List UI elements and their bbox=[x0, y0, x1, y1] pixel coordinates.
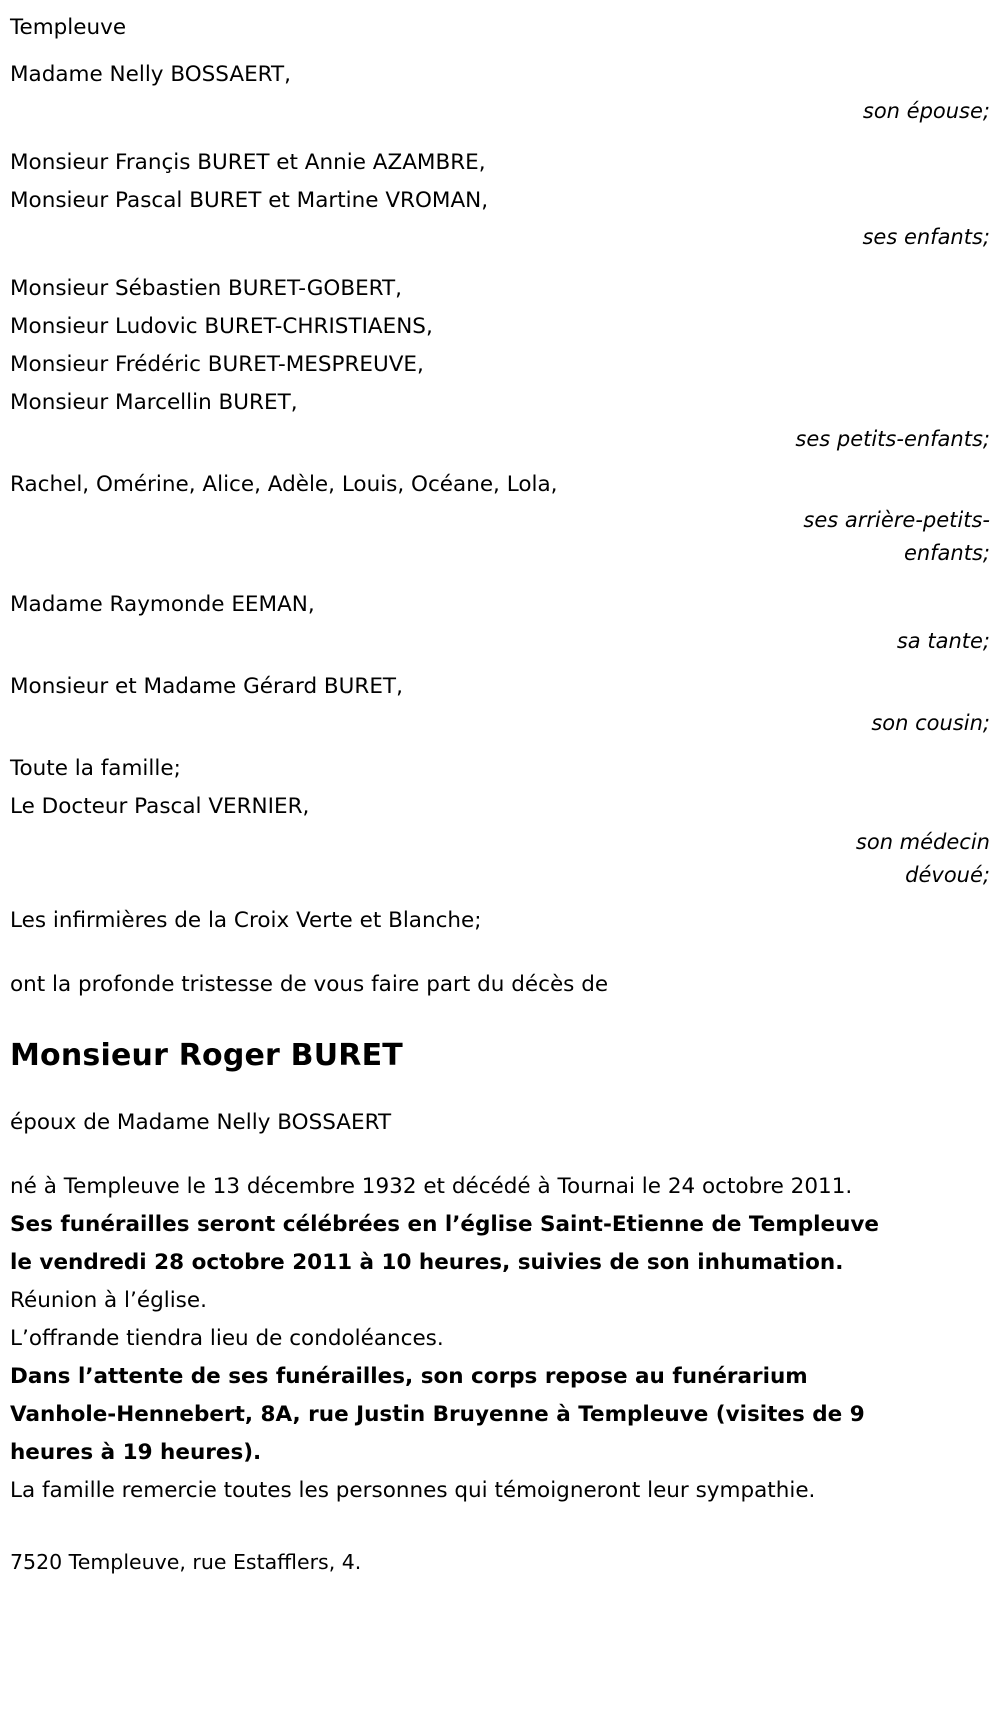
mourner-group bbox=[10, 658, 992, 740]
mourner-name: Madame Raymonde EEMAN, bbox=[10, 592, 315, 617]
mourner-name: Monsieur Ludovic BURET-CHRISTIAENS, bbox=[10, 314, 433, 339]
mourner-name: Rachel, Omérine, Alice, Adèle, Louis, Océane, Lola, bbox=[10, 472, 558, 497]
birth-death-text: né à Templeuve le 13 décembre 1932 et décédé à Tournai le 24 octobre 2011. bbox=[10, 1174, 853, 1199]
mourner-group bbox=[10, 740, 992, 892]
mourner-relation: sa tante; bbox=[896, 629, 990, 653]
spacer bbox=[10, 46, 992, 56]
mourner-group bbox=[10, 892, 992, 940]
mourner-name: Madame Nelly BOSSAERT, bbox=[10, 62, 291, 87]
spacer bbox=[10, 740, 992, 750]
mourner-name: Monsieur Frédéric BURET-MESPREUVE, bbox=[10, 352, 424, 377]
mourner-group bbox=[10, 254, 992, 456]
thanks-text: La famille remercie toutes les personnes qui témoigneront leur sympathie. bbox=[10, 1478, 816, 1503]
mourner-group bbox=[10, 456, 992, 570]
deceased-name: Monsieur Roger BURET bbox=[10, 1038, 403, 1073]
mourner-name: Toute la famille; bbox=[10, 756, 181, 781]
mourner-group bbox=[10, 128, 992, 254]
mourner-relation: ses petits-enfants; bbox=[795, 427, 990, 451]
mourner-name: Le Docteur Pascal VERNIER, bbox=[10, 794, 310, 819]
spacer bbox=[10, 658, 992, 668]
mourner-relation-cont: dévoué; bbox=[905, 863, 990, 887]
mourner-name: Monsieur et Madame Gérard BURET, bbox=[10, 674, 403, 699]
place-of-notice: Templeuve bbox=[10, 15, 127, 40]
mourner-relation: ses arrière-petits- bbox=[803, 508, 990, 532]
mourner-name: Monsieur Françis BURET et Annie AZAMBRE, bbox=[10, 150, 486, 175]
spacer bbox=[10, 456, 992, 466]
death-notice bbox=[0, 10, 1000, 1580]
spacer bbox=[10, 570, 992, 586]
mourner-name: Monsieur Marcellin BURET, bbox=[10, 390, 298, 415]
mourner-relation: son épouse; bbox=[862, 99, 990, 123]
mourner-relation-cont: enfants; bbox=[903, 541, 990, 565]
mourner-name: Monsieur Sébastien BURET-GOBERT, bbox=[10, 276, 402, 301]
family-address: 7520 Templeuve, rue Estafflers, 4. bbox=[10, 1550, 362, 1574]
mourner-name: Monsieur Pascal BURET et Martine VROMAN, bbox=[10, 188, 489, 213]
announcement-text: ont la profonde tristesse de vous faire part du décès de bbox=[10, 972, 609, 997]
mourner-relation: son cousin; bbox=[871, 711, 990, 735]
spacer bbox=[10, 892, 992, 902]
mourner-relation: son médecin bbox=[855, 830, 990, 854]
mourner-group bbox=[10, 46, 992, 128]
meeting-text: Réunion à l’église. bbox=[10, 1288, 207, 1313]
mourner-group bbox=[10, 570, 992, 658]
funeral-details-text: Ses funérailles seront célébrées en l’église Saint-Etienne de Templeuve le vendredi 28 octobre 2011 à 10 heures, suivies de son inhumation. bbox=[10, 1212, 879, 1275]
mourner-name: Les infirmières de la Croix Verte et Blanche; bbox=[10, 908, 482, 933]
spacer bbox=[10, 128, 992, 144]
mourner-relation: ses enfants; bbox=[862, 225, 990, 249]
spouse-of-text: époux de Madame Nelly BOSSAERT bbox=[10, 1110, 392, 1135]
spacer bbox=[10, 254, 992, 270]
offering-text: L’offrande tiendra lieu de condoléances. bbox=[10, 1326, 444, 1351]
repose-text: Dans l’attente de ses funérailles, son corps repose au funérarium Vanhole-Hennebert, 8A, rue Justin Bruyenne à Templeuve (visites de 9 heures à 19 heures). bbox=[10, 1364, 865, 1465]
